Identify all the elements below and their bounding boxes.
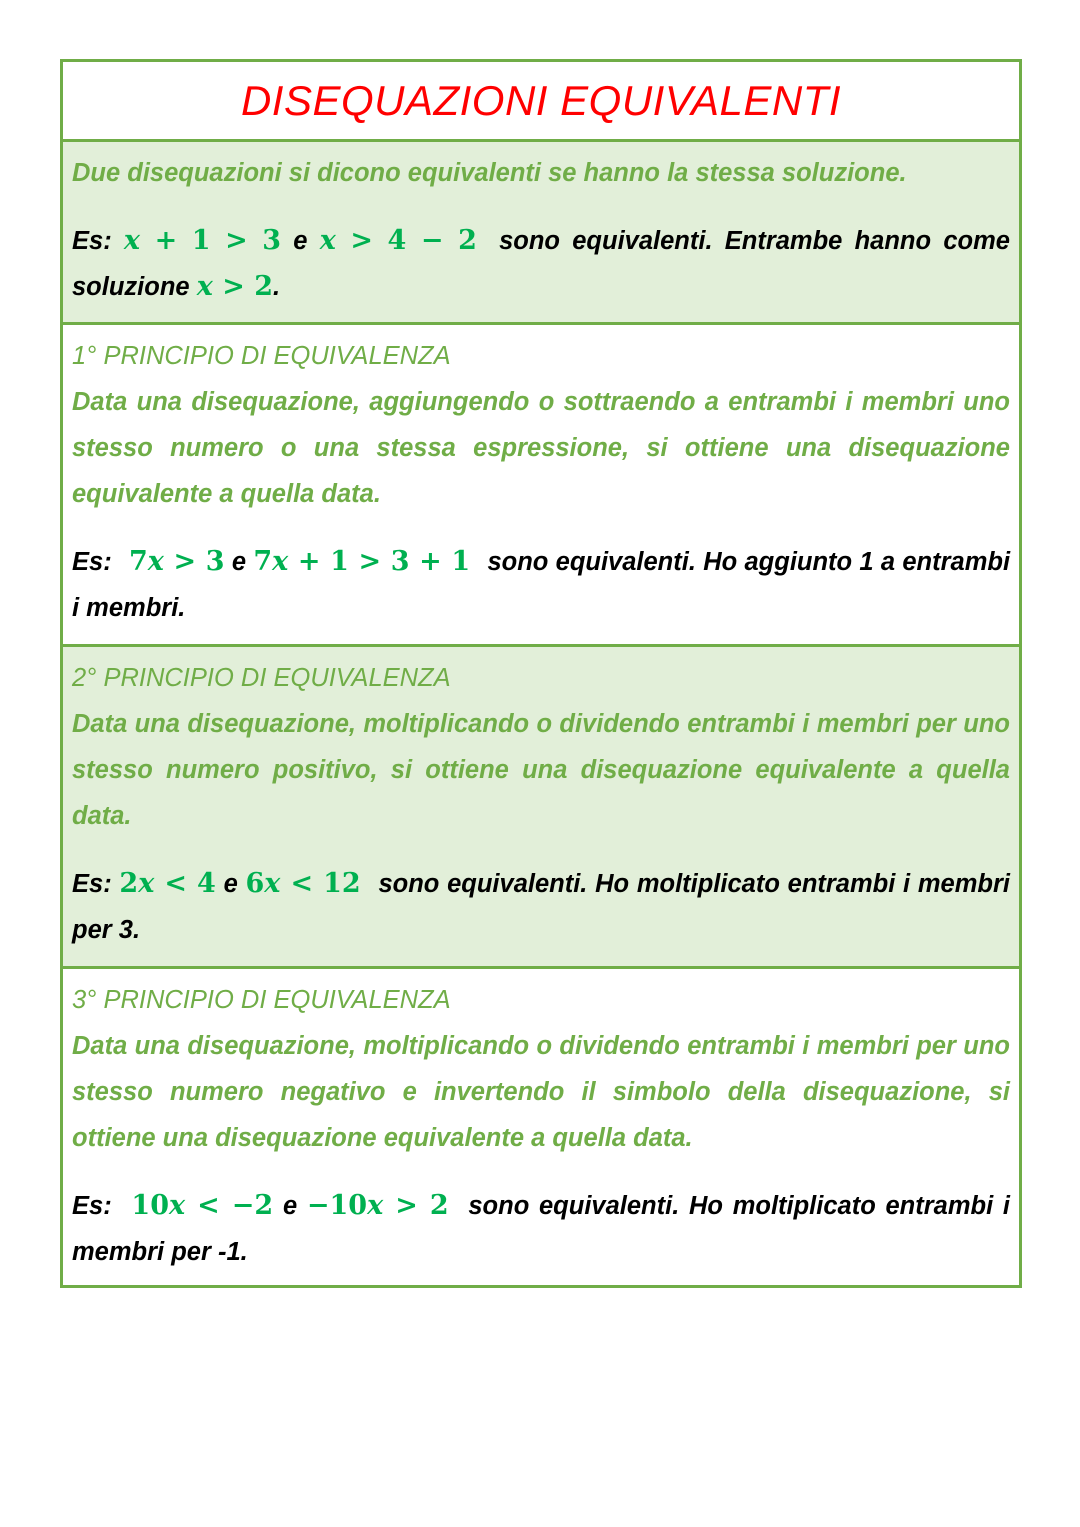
principle-heading: 1° PRINCIPIO DI EQUIVALENZA (72, 342, 451, 370)
example-comment: sono equivalenti. Entrambe hanno come soluzione (72, 227, 1010, 301)
example-label: Es: (72, 227, 112, 255)
principle-text: Data una disequazione, aggiungendo o sottraendo a entrambi i membri uno stesso numero o una stessa espressione, si ottiene una disequazione equivalente a quella data. (72, 388, 1010, 508)
example-label: Es: (72, 1192, 112, 1220)
principle-example (72, 1183, 1010, 1275)
example-expr-2: 7x + 1 > 3 + 1 (253, 546, 471, 577)
principle-text: Data una disequazione, moltiplicando o dividendo entrambi i membri per uno stesso numero positivo, si ottiene una disequazione equivalente a quella data. (72, 710, 1010, 830)
example-expr-1: 10x < −2 (131, 1190, 274, 1221)
example-expr-1: x + 1 > 3 (123, 225, 282, 256)
example-comment: sono equivalenti. Ho moltiplicato entrambi i membri per 3. (72, 870, 1010, 944)
example-label: Es: (72, 870, 112, 898)
principle-heading: 2° PRINCIPIO DI EQUIVALENZA (72, 664, 451, 692)
example-expr-2: −10x > 2 (306, 1190, 449, 1221)
intro-example (72, 218, 1010, 310)
definition-text: Due disequazioni si dicono equivalenti se hanno la stessa soluzione. (72, 159, 907, 187)
example-connector: e (231, 548, 247, 576)
example-connector: e (293, 227, 308, 255)
principle-3-section (63, 969, 1019, 1288)
example-comment: sono equivalenti. Ho moltiplicato entrambi i membri per -1. (72, 1192, 1010, 1266)
example-expr-2: x > 4 − 2 (319, 225, 477, 256)
page-title: DISEQUAZIONI EQUIVALENTI (240, 76, 842, 124)
example-comment: sono equivalenti. Ho aggiunto 1 a entrambi i membri. (72, 548, 1011, 622)
intro-section (63, 142, 1019, 325)
example-connector: e (282, 1192, 298, 1220)
example-connector: e (223, 870, 238, 898)
principle-heading: 3° PRINCIPIO DI EQUIVALENZA (72, 986, 451, 1014)
example-solution: x > 2 (196, 271, 274, 302)
title-row (63, 62, 1019, 142)
principle-1-section (63, 325, 1019, 647)
example-expr-1: 7x > 3 (128, 546, 225, 577)
principle-example (72, 861, 1010, 953)
principle-2-section (63, 647, 1019, 969)
equivalence-table (60, 59, 1022, 1288)
example-label: Es: (72, 548, 112, 576)
example-expr-2: 6x < 12 (245, 868, 361, 899)
principle-text: Data una disequazione, moltiplicando o dividendo entrambi i membri per uno stesso numero negativo e invertendo il simbolo della disequazione, si ottiene una disequazione equivalente a quella data. (72, 1032, 1010, 1152)
example-expr-1: 2x < 4 (119, 868, 216, 899)
example-end: . (273, 273, 281, 301)
principle-example (72, 539, 1010, 631)
